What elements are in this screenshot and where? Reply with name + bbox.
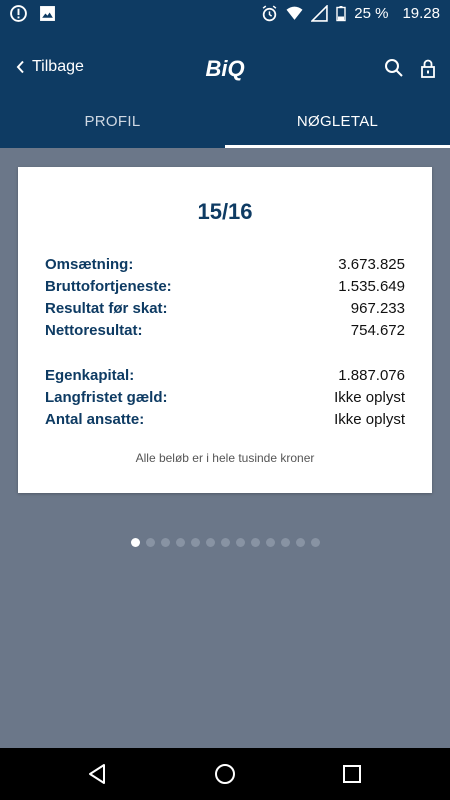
page-dot[interactable] (251, 538, 260, 547)
page-dot[interactable] (221, 538, 230, 547)
kv-label: Antal ansatte: (45, 411, 145, 428)
page-dot[interactable] (161, 538, 170, 547)
svg-text:BiQ: BiQ (205, 56, 245, 81)
image-icon (39, 5, 56, 22)
signal-icon (311, 5, 328, 22)
recents-icon[interactable] (340, 762, 364, 786)
kv-value: 967.233 (350, 300, 405, 317)
kv-row (45, 387, 405, 409)
kv-value: 1.535.649 (338, 278, 405, 295)
search-icon[interactable] (384, 58, 404, 78)
kv-value: 1.887.076 (338, 367, 405, 384)
home-icon[interactable] (213, 762, 237, 786)
alarm-icon (261, 5, 278, 22)
tab-noegletal[interactable]: NØGLETAL (225, 108, 450, 148)
kv-label: Resultat før skat: (45, 300, 168, 317)
page-dot[interactable] (131, 538, 140, 547)
kv-value: Ikke oplyst (334, 389, 405, 406)
biq-logo (190, 56, 260, 82)
clock: 19.28 (402, 5, 440, 22)
balance-group (45, 365, 405, 431)
page-dot[interactable] (191, 538, 200, 547)
kv-value: 754.672 (350, 322, 405, 339)
page-dot[interactable] (236, 538, 245, 547)
page-indicator (0, 538, 450, 547)
fiscal-year-title: 15/16 (197, 199, 253, 224)
page-dot[interactable] (206, 538, 215, 547)
tab-profil[interactable]: PROFIL (84, 113, 141, 130)
chevron-left-icon (16, 60, 26, 74)
kv-label: Bruttofortjeneste: (45, 278, 172, 295)
lock-icon[interactable] (420, 58, 436, 78)
kv-row (45, 320, 405, 342)
kv-label: Omsætning: (45, 256, 134, 273)
back-label: Tilbage (32, 58, 84, 75)
wifi-icon (286, 5, 303, 22)
battery-icon (336, 5, 346, 22)
warning-icon (10, 5, 27, 22)
status-bar (0, 0, 450, 28)
kv-value: 3.673.825 (338, 256, 405, 273)
kv-label: Egenkapital: (45, 367, 135, 384)
amounts-note: Alle beløb er i hele tusinde kroner (135, 451, 315, 465)
battery-percentage: 25 % (354, 5, 389, 22)
back-icon[interactable] (86, 762, 110, 786)
kv-row (45, 276, 405, 298)
page-dot[interactable] (311, 538, 320, 547)
page-dot[interactable] (281, 538, 290, 547)
back-button[interactable] (16, 58, 84, 76)
tab-bar (0, 108, 450, 148)
system-nav-bar (0, 748, 450, 800)
app-bar (0, 28, 450, 108)
kv-label: Nettoresultat: (45, 322, 143, 339)
kv-row (45, 254, 405, 276)
kv-value: Ikke oplyst (334, 411, 405, 428)
page-dot[interactable] (266, 538, 275, 547)
page-dot[interactable] (176, 538, 185, 547)
kv-label: Langfristet gæld: (45, 389, 168, 406)
page-dot[interactable] (296, 538, 305, 547)
key-figures-card (18, 167, 432, 493)
kv-row (45, 409, 405, 431)
page-dot[interactable] (146, 538, 155, 547)
kv-row (45, 365, 405, 387)
financials-group (45, 254, 405, 342)
kv-row (45, 298, 405, 320)
